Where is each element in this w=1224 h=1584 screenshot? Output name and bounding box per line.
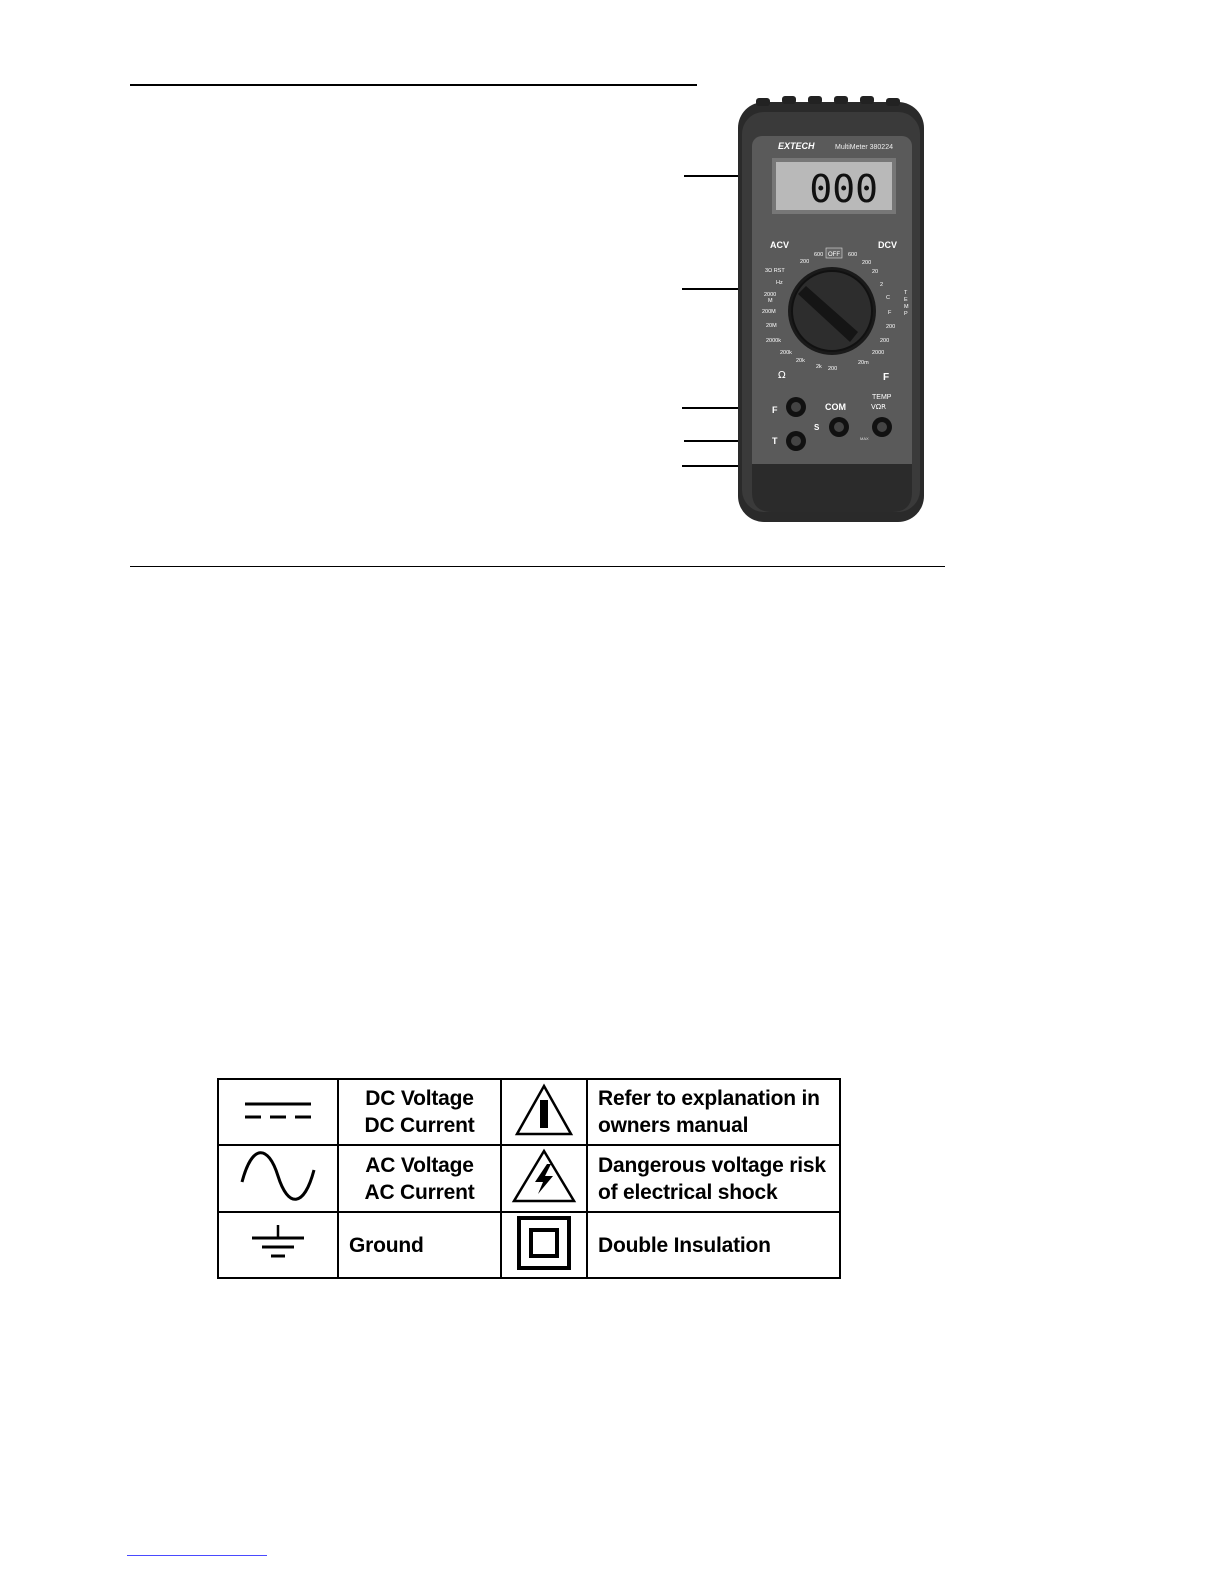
dc-symbol-icon — [243, 1095, 313, 1125]
ac-current-text: AC Current — [364, 1180, 475, 1204]
double-insulation-text: Double Insulation — [598, 1233, 771, 1257]
svg-text:20: 20 — [872, 269, 879, 275]
svg-text:M: M — [904, 304, 909, 310]
multimeter-photo — [708, 96, 946, 526]
jack-vohm-label: VΩR — [871, 403, 887, 411]
table-row — [218, 1212, 840, 1278]
svg-text:200k: 200k — [780, 350, 792, 356]
shock-hazard-icon — [511, 1148, 577, 1204]
dial-dcv-label: DCV — [878, 240, 898, 250]
svg-text:2k: 2k — [816, 364, 822, 370]
dc-symbol-cell — [218, 1079, 338, 1145]
svg-text:Hz: Hz — [776, 280, 783, 286]
dial-farad-label: F — [883, 372, 890, 383]
double-insulation-description — [587, 1212, 840, 1278]
svg-text:2000: 2000 — [872, 350, 885, 356]
ac-description — [338, 1145, 501, 1212]
section-rule-top — [130, 84, 697, 86]
dc-voltage-text: DC Voltage — [365, 1087, 474, 1110]
svg-text:M: M — [768, 298, 773, 304]
svg-text:E: E — [904, 297, 908, 303]
svg-text:C: C — [886, 295, 890, 301]
svg-text:200: 200 — [828, 366, 838, 372]
double-insulation-cell — [501, 1212, 587, 1278]
svg-text:600: 600 — [814, 252, 824, 258]
svg-text:20m: 20m — [858, 360, 869, 366]
svg-text:200: 200 — [800, 259, 810, 265]
caution-text-line-1: Refer to explanation in — [598, 1087, 820, 1110]
jack-f-label: F — [772, 405, 778, 415]
caution-description — [587, 1079, 840, 1145]
caution-text-line-2: owners manual — [598, 1114, 749, 1137]
shock-symbol-cell — [501, 1145, 587, 1212]
jack-s-label: S — [814, 423, 820, 432]
svg-text:200: 200 — [880, 338, 890, 344]
shock-text-line-2: of electrical shock — [598, 1180, 778, 1204]
svg-text:2000k: 2000k — [766, 338, 781, 344]
table-row — [218, 1079, 840, 1145]
display-readout: 000 — [809, 167, 878, 211]
model-label: MultiMeter 380224 — [835, 144, 893, 151]
shock-text-line-1: Dangerous voltage risk — [598, 1153, 826, 1177]
svg-text:2: 2 — [880, 282, 884, 288]
footer-link-underline — [127, 1555, 267, 1556]
svg-text:200: 200 — [886, 324, 896, 330]
svg-text:200M: 200M — [762, 309, 776, 315]
ac-sine-icon — [238, 1146, 318, 1206]
table-row — [218, 1145, 840, 1212]
jack-com-label: COM — [825, 402, 846, 412]
jack-temp-label: TEMP — [872, 394, 892, 401]
shock-description — [587, 1145, 840, 1212]
svg-text:F: F — [888, 310, 892, 316]
ground-text: Ground — [349, 1233, 424, 1257]
svg-text:20k: 20k — [796, 358, 805, 364]
dial-off-label: OFF — [828, 252, 840, 258]
dc-current-text: DC Current — [364, 1114, 475, 1137]
caution-symbol-cell — [501, 1079, 587, 1145]
jack-t-label: T — [772, 436, 778, 446]
double-insulation-icon — [516, 1215, 572, 1271]
svg-text:600: 600 — [848, 252, 858, 258]
svg-text:2000: 2000 — [764, 292, 777, 298]
dc-description — [338, 1079, 501, 1145]
jack-max-label: MAX — [860, 436, 869, 441]
svg-text:200: 200 — [862, 260, 872, 266]
section-rule-bottom — [130, 566, 945, 567]
brand-label: EXTECH — [778, 141, 815, 151]
dial-acv-label: ACV — [770, 240, 790, 250]
ac-symbol-cell — [218, 1145, 338, 1212]
safety-symbols-table — [217, 1078, 841, 1279]
dial-ohm-label: Ω — [778, 370, 786, 381]
ac-voltage-text: AC Voltage — [365, 1153, 474, 1177]
svg-text:3Ω RST: 3Ω RST — [765, 268, 785, 274]
ground-symbol-cell — [218, 1212, 338, 1278]
ground-description — [338, 1212, 501, 1278]
svg-text:T: T — [904, 290, 908, 296]
svg-text:20M: 20M — [766, 323, 777, 329]
ground-icon — [248, 1223, 308, 1263]
svg-text:P: P — [904, 311, 908, 317]
caution-triangle-icon — [514, 1083, 574, 1137]
